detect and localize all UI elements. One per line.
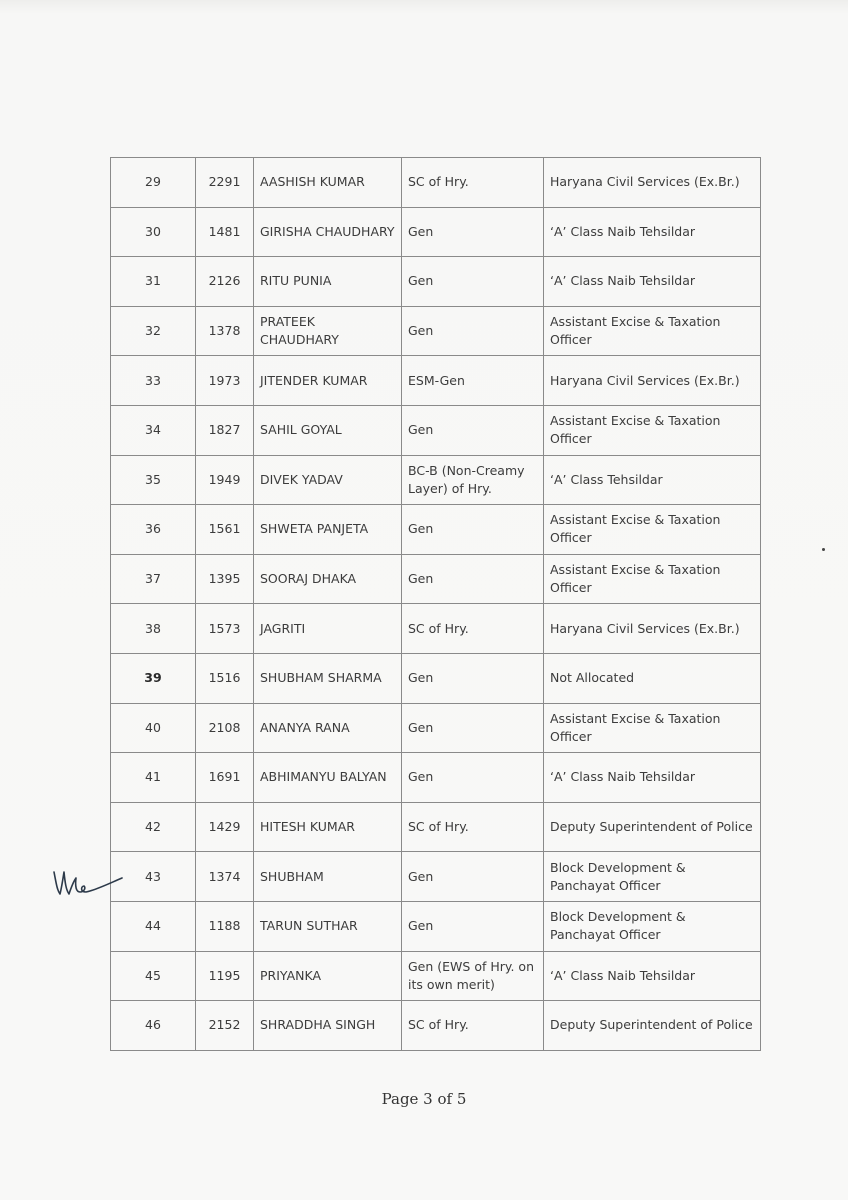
table-row [111, 703, 761, 753]
allocated-service: Deputy Superintendent of Police [544, 1001, 761, 1051]
roll-number: 1195 [196, 951, 254, 1001]
category: Gen [402, 901, 544, 951]
serial-number: 37 [111, 554, 196, 604]
candidate-name: SHUBHAM [254, 852, 402, 902]
candidate-name: ABHIMANYU BALYAN [254, 753, 402, 803]
category: Gen [402, 703, 544, 753]
candidate-name: DIVEK YADAV [254, 455, 402, 505]
allocated-service: Block Development & Panchayat Officer [544, 852, 761, 902]
candidate-name: RITU PUNIA [254, 257, 402, 307]
allocated-service: Deputy Superintendent of Police [544, 802, 761, 852]
category: SC of Hry. [402, 802, 544, 852]
table-row [111, 951, 761, 1001]
category: SC of Hry. [402, 1001, 544, 1051]
serial-number: 31 [111, 257, 196, 307]
serial-number: 30 [111, 207, 196, 257]
roll-number: 1561 [196, 505, 254, 555]
handwritten-signature-mark [48, 862, 128, 902]
candidate-name: PRATEEK CHAUDHARY [254, 306, 402, 356]
table-row [111, 901, 761, 951]
serial-number: 33 [111, 356, 196, 406]
candidate-name: SHUBHAM SHARMA [254, 653, 402, 703]
table-row [111, 306, 761, 356]
table-row [111, 753, 761, 803]
serial-number: 43 [111, 852, 196, 902]
candidate-name: SAHIL GOYAL [254, 405, 402, 455]
candidate-name: HITESH KUMAR [254, 802, 402, 852]
serial-number: 46 [111, 1001, 196, 1051]
roll-number: 2108 [196, 703, 254, 753]
scan-speck [822, 548, 825, 551]
table-row [111, 505, 761, 555]
roll-number: 2126 [196, 257, 254, 307]
roll-number: 1516 [196, 653, 254, 703]
allocation-table-body [111, 158, 761, 1051]
allocated-service: Haryana Civil Services (Ex.Br.) [544, 158, 761, 208]
category: SC of Hry. [402, 158, 544, 208]
candidate-name: AASHISH KUMAR [254, 158, 402, 208]
allocated-service: Assistant Excise & Taxation Officer [544, 405, 761, 455]
candidate-name: SOORAJ DHAKA [254, 554, 402, 604]
serial-number: 35 [111, 455, 196, 505]
candidate-name: TARUN SUTHAR [254, 901, 402, 951]
allocated-service: ‘A’ Class Naib Tehsildar [544, 951, 761, 1001]
candidate-name: GIRISHA CHAUDHARY [254, 207, 402, 257]
candidate-name: JAGRITI [254, 604, 402, 654]
allocated-service: Not Allocated [544, 653, 761, 703]
category: SC of Hry. [402, 604, 544, 654]
category: Gen [402, 306, 544, 356]
allocated-service: Assistant Excise & Taxation Officer [544, 306, 761, 356]
roll-number: 1374 [196, 852, 254, 902]
allocation-table [110, 157, 761, 1051]
category: Gen [402, 753, 544, 803]
serial-number: 36 [111, 505, 196, 555]
roll-number: 1188 [196, 901, 254, 951]
table-row [111, 455, 761, 505]
table-row [111, 405, 761, 455]
candidate-name: SHWETA PANJETA [254, 505, 402, 555]
allocated-service: Assistant Excise & Taxation Officer [544, 703, 761, 753]
roll-number: 1573 [196, 604, 254, 654]
page-number: Page 3 of 5 [381, 1090, 467, 1108]
allocated-service: ‘A’ Class Naib Tehsildar [544, 753, 761, 803]
candidate-name: ANANYA RANA [254, 703, 402, 753]
table-row [111, 1001, 761, 1051]
allocated-service: Assistant Excise & Taxation Officer [544, 505, 761, 555]
serial-number: 45 [111, 951, 196, 1001]
category: Gen [402, 505, 544, 555]
serial-number: 41 [111, 753, 196, 803]
serial-number: 38 [111, 604, 196, 654]
category: Gen (EWS of Hry. on its own merit) [402, 951, 544, 1001]
category: Gen [402, 405, 544, 455]
roll-number: 1691 [196, 753, 254, 803]
category: Gen [402, 554, 544, 604]
allocated-service: ‘A’ Class Tehsildar [544, 455, 761, 505]
table-row [111, 802, 761, 852]
table-row [111, 257, 761, 307]
roll-number: 1481 [196, 207, 254, 257]
table-row [111, 653, 761, 703]
serial-number: 40 [111, 703, 196, 753]
category: BC-B (Non-Creamy Layer) of Hry. [402, 455, 544, 505]
allocated-service: Assistant Excise & Taxation Officer [544, 554, 761, 604]
roll-number: 1827 [196, 405, 254, 455]
category: Gen [402, 207, 544, 257]
category: Gen [402, 852, 544, 902]
serial-number: 29 [111, 158, 196, 208]
category: ESM-Gen [402, 356, 544, 406]
allocated-service: ‘A’ Class Naib Tehsildar [544, 207, 761, 257]
roll-number: 1429 [196, 802, 254, 852]
roll-number: 1395 [196, 554, 254, 604]
category: Gen [402, 653, 544, 703]
roll-number: 1378 [196, 306, 254, 356]
allocated-service: Haryana Civil Services (Ex.Br.) [544, 604, 761, 654]
table-row [111, 356, 761, 406]
allocated-service: ‘A’ Class Naib Tehsildar [544, 257, 761, 307]
candidate-name: JITENDER KUMAR [254, 356, 402, 406]
category: Gen [402, 257, 544, 307]
roll-number: 2152 [196, 1001, 254, 1051]
serial-number: 42 [111, 802, 196, 852]
allocated-service: Block Development & Panchayat Officer [544, 901, 761, 951]
table-row [111, 158, 761, 208]
table-row [111, 554, 761, 604]
serial-number: 44 [111, 901, 196, 951]
serial-number: 39 [111, 653, 196, 703]
allocated-service: Haryana Civil Services (Ex.Br.) [544, 356, 761, 406]
table-row [111, 852, 761, 902]
table-row [111, 604, 761, 654]
roll-number: 1973 [196, 356, 254, 406]
candidate-name: SHRADDHA SINGH [254, 1001, 402, 1051]
roll-number: 2291 [196, 158, 254, 208]
serial-number: 32 [111, 306, 196, 356]
roll-number: 1949 [196, 455, 254, 505]
table-row [111, 207, 761, 257]
candidate-name: PRIYANKA [254, 951, 402, 1001]
serial-number: 34 [111, 405, 196, 455]
